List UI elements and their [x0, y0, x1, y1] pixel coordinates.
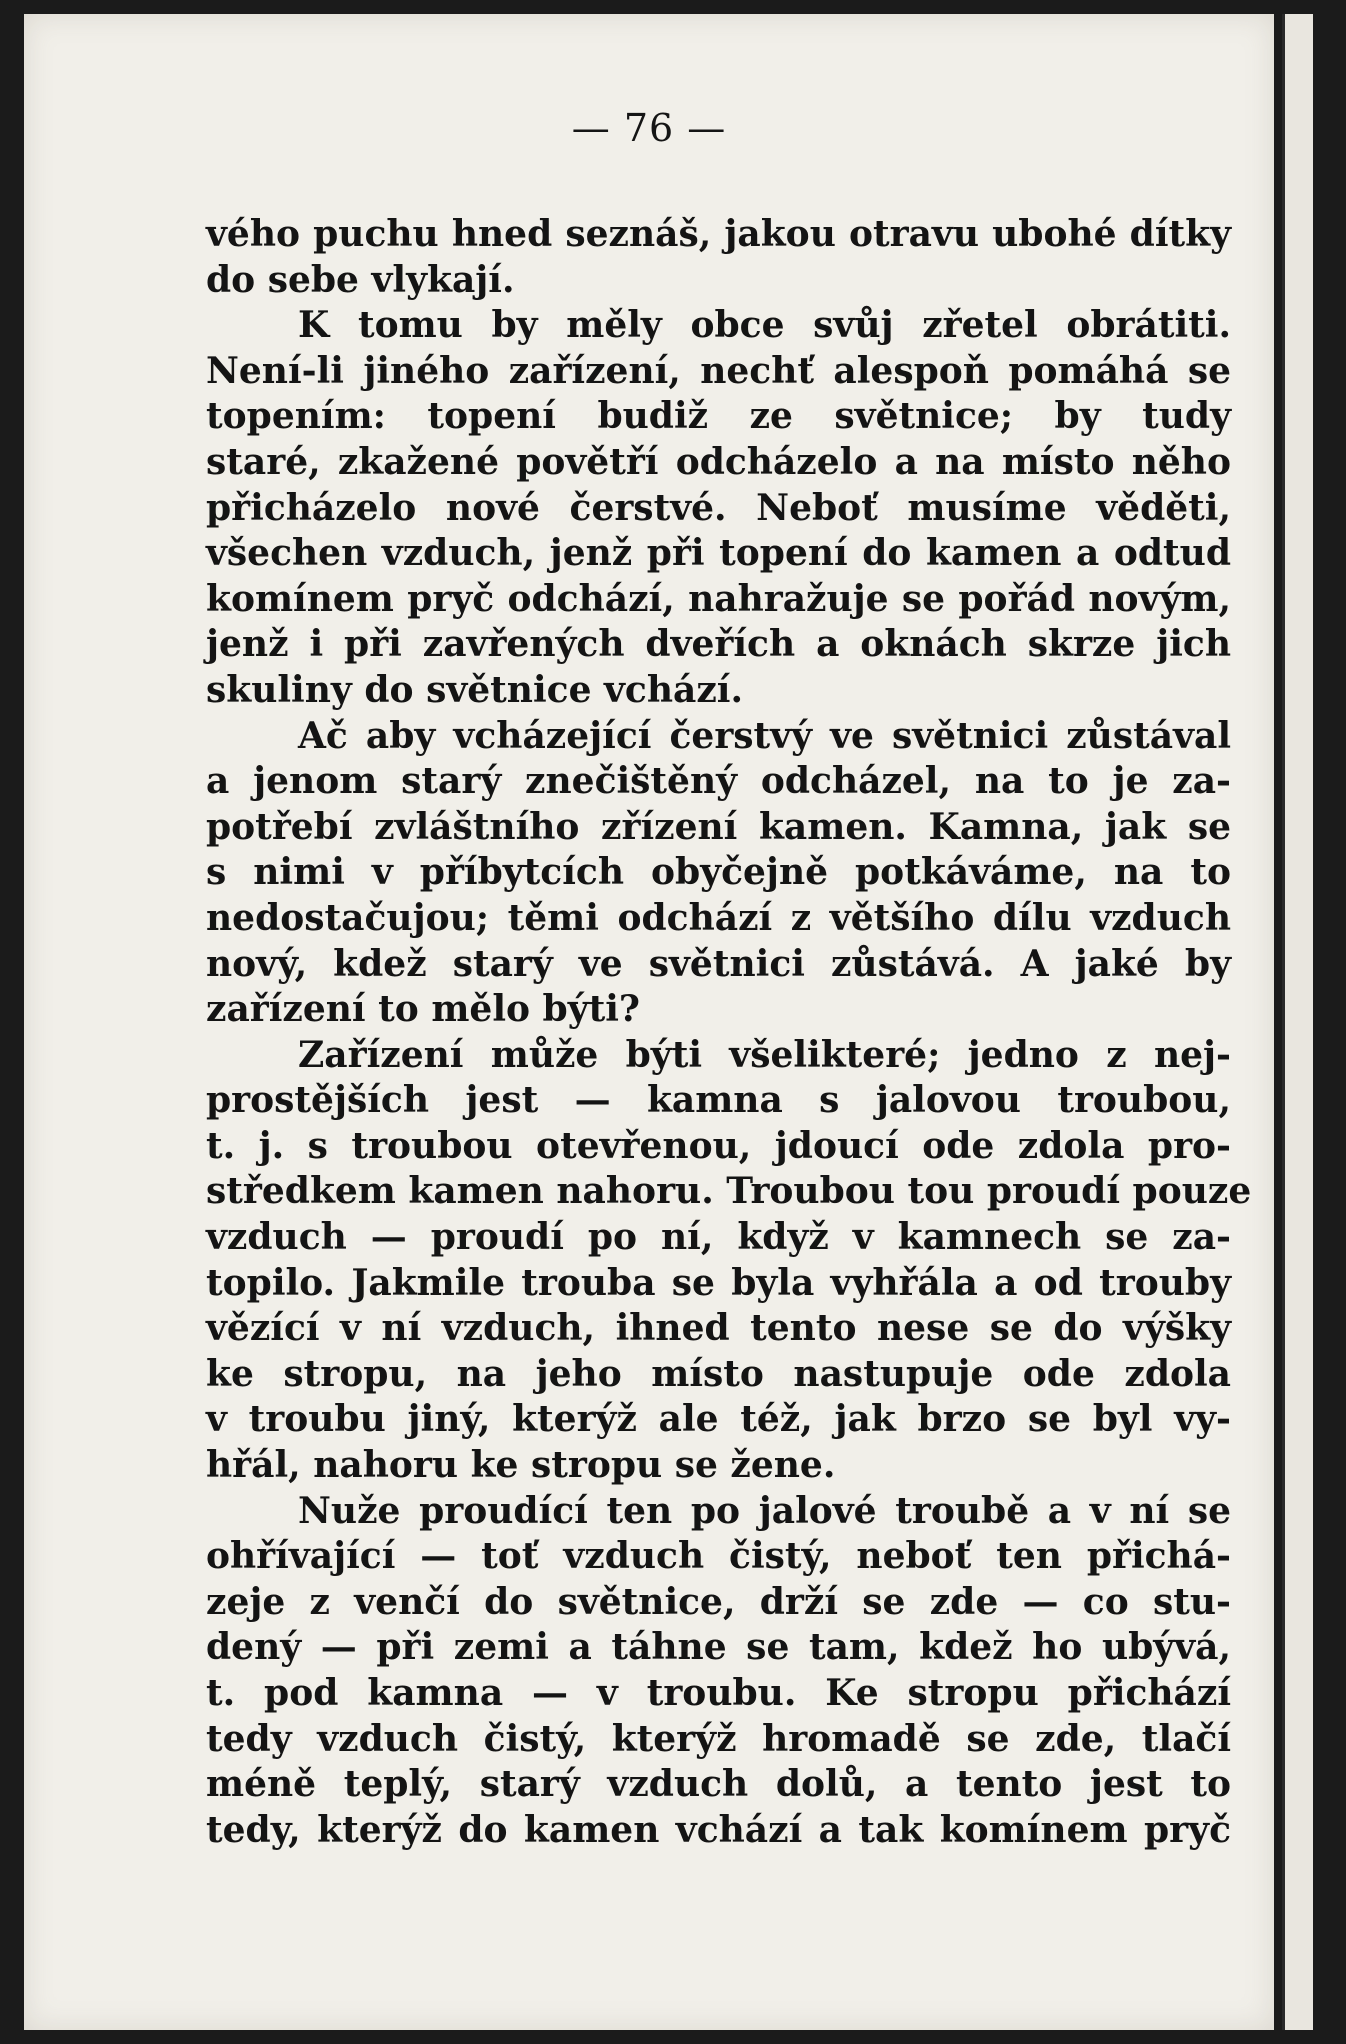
text-line: ohřívající — toť vzduch čistý, neboť ten přichá-	[206, 1535, 1231, 1578]
text-line: jenž i při zavřených dveřích a oknách skrze jich	[206, 623, 1231, 666]
text-line: t. pod kamna — v troubu. Ke stropu přichází	[206, 1672, 1231, 1714]
book-page	[24, 14, 1274, 2030]
text-line: přicházelo nové čerstvé. Neboť musíme věděti,	[206, 486, 1231, 529]
text-line: všechen vzduch, jenž při topení do kamen a odtud	[206, 532, 1231, 575]
text-line: vého puchu hned seznáš, jakou otravu ubohé dítky	[206, 213, 1231, 255]
page-edge	[1282, 14, 1313, 2030]
text-line: topilo. Jakmile trouba se byla vyhřála a od trouby	[206, 1261, 1231, 1304]
text-line: nedostačujou; těmi odchází z většího dílu vzduch	[206, 896, 1231, 939]
text-line: s nimi v příbytcích obyčejně potkáváme, na to	[206, 851, 1231, 894]
text-line: zařízení to mělo býti?	[206, 988, 641, 1031]
text-line: vzduch — proudí po ní, když v kamnech se za-	[206, 1216, 1231, 1259]
text-line: komínem pryč odchází, nahražuje se pořád novým,	[206, 577, 1231, 620]
text-line: středkem kamen nahoru. Troubou tou proudí pouze	[206, 1170, 1252, 1213]
text-line: skuliny do světnice vchází.	[206, 668, 743, 711]
text-line: a jenom starý znečištěný odcházel, na to je za-	[206, 760, 1231, 803]
text-line: tedy vzduch čistý, kterýž hromadě se zde, tlačí	[206, 1717, 1231, 1760]
text-line: Nuže proudící ten po jalové troubě a v ní se	[298, 1489, 1231, 1532]
page-number: — 76 —	[571, 106, 727, 150]
text-line: ke stropu, na jeho místo nastupuje ode zdola	[206, 1352, 1231, 1395]
text-line: vězící v ní vzduch, ihned tento nese se do výšky	[206, 1307, 1231, 1350]
text-line: dený — při zemi a táhne se tam, kdež ho ubývá,	[206, 1626, 1231, 1669]
text-line: potřebí zvláštního zřízení kamen. Kamna, jak se	[206, 805, 1231, 848]
text-line: topením: topení budiž ze světnice; by tudy	[206, 395, 1231, 438]
text-line: tedy, kterýž do kamen vchází a tak komínem pryč	[206, 1808, 1231, 1851]
text-line: staré, zkažené povětří odcházelo a na místo něho	[206, 440, 1231, 483]
body-text	[206, 212, 1252, 1853]
text-line: Zařízení může býti všelikteré; jedno z nej-	[298, 1033, 1231, 1076]
text-line: zeje z venčí do světnice, drží se zde — co stu-	[206, 1580, 1231, 1623]
text-line: prostějších jest — kamna s jalovou troubou,	[206, 1079, 1231, 1122]
text-line: v troubu jiný, kterýž ale též, jak brzo se byl vy-	[206, 1398, 1231, 1441]
text-line: nový, kdež starý ve světnici zůstává. A jaké by	[206, 942, 1231, 985]
text-line: do sebe vlykají.	[206, 258, 515, 301]
text-line: Ač aby vcházející čerstvý ve světnici zůstával	[298, 714, 1231, 757]
text-line: hřál, nahoru ke stropu se žene.	[206, 1444, 836, 1487]
text-line: K tomu by měly obce svůj zřetel obrátiti.	[298, 304, 1231, 347]
text-line: méně teplý, starý vzduch dolů, a tento jest to	[206, 1763, 1231, 1806]
text-line: t. j. s troubou otevřenou, jdoucí ode zdola pro-	[206, 1124, 1231, 1167]
text-line: Není-li jiného zařízení, nechť alespoň pomáhá se	[206, 349, 1231, 392]
